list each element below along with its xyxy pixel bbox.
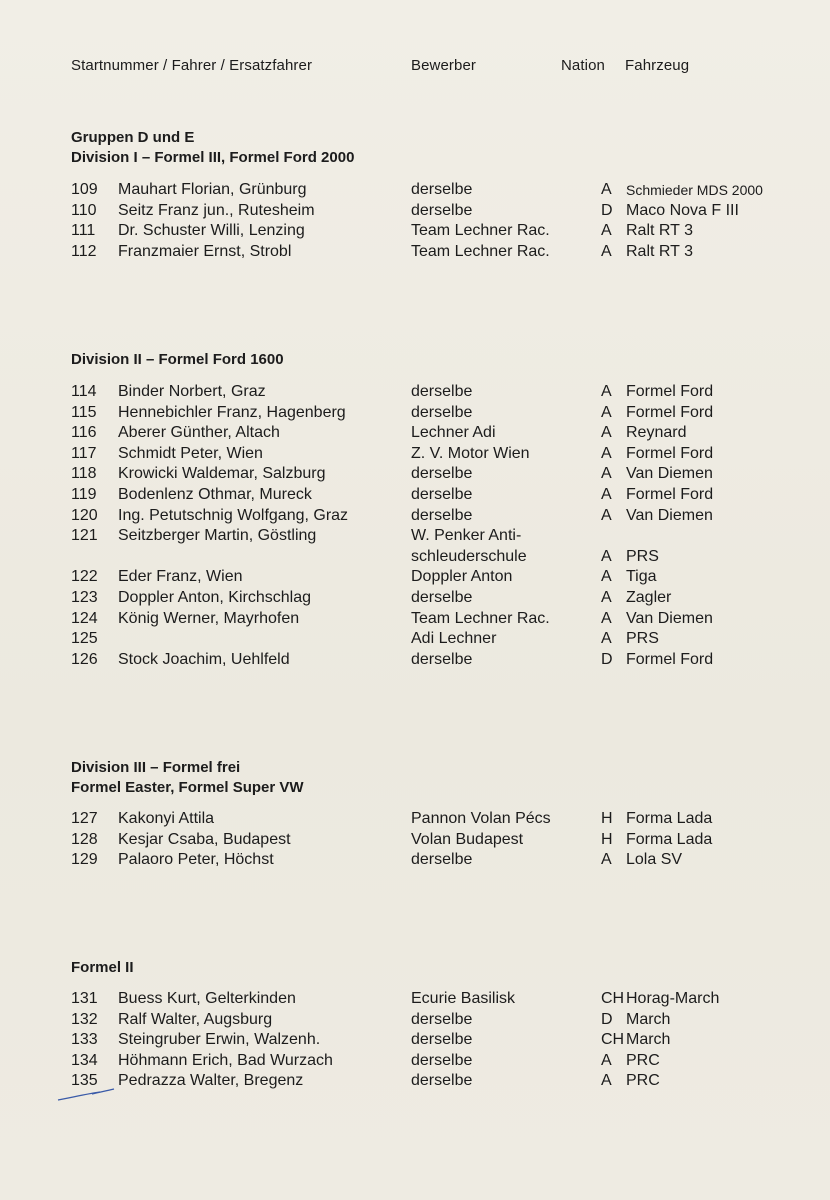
section-title: Gruppen D und E xyxy=(71,129,195,146)
vehicle: Forma Lada xyxy=(626,830,713,848)
driver-name: Dr. Schuster Willi, Lenzing xyxy=(118,222,305,240)
nation-code: CH xyxy=(601,1031,625,1049)
start-number: 119 xyxy=(71,486,97,503)
entrant: Team Lechner Rac. xyxy=(411,242,550,260)
section-title: Division II – Formel Ford 1600 xyxy=(71,351,284,368)
vehicle: Van Diemen xyxy=(626,609,713,627)
column-header-entrant: Bewerber xyxy=(411,57,476,74)
vehicle: Ralt RT 3 xyxy=(626,222,693,240)
driver-name: Hennebichler Franz, Hagenberg xyxy=(118,403,346,421)
start-number: 134 xyxy=(71,1051,98,1069)
start-number: 131 xyxy=(71,990,98,1007)
nation-code: A xyxy=(601,568,612,586)
entry-row xyxy=(0,547,830,568)
entrant: schleuderschule xyxy=(411,547,527,565)
nation-code: A xyxy=(601,242,612,260)
nation-code: A xyxy=(601,1051,612,1069)
nation-code: A xyxy=(601,506,612,524)
entrant: derselbe xyxy=(411,486,473,503)
entrant: Pannon Volan Pécs xyxy=(411,810,551,827)
start-number: 133 xyxy=(71,1031,98,1049)
start-number: 117 xyxy=(71,444,97,462)
nation-code: A xyxy=(601,609,612,627)
entrant: derselbe xyxy=(411,851,473,869)
start-number: 122 xyxy=(71,568,98,586)
nation-code: H xyxy=(601,830,613,848)
entry-row xyxy=(0,242,830,263)
vehicle: PRC xyxy=(626,1051,660,1069)
entry-row xyxy=(0,423,830,444)
driver-name: Ing. Petutschnig Wolfgang, Graz xyxy=(118,506,349,524)
entry-row xyxy=(0,1051,830,1072)
entrant: Lechner Adi xyxy=(411,424,496,442)
vehicle: PRS xyxy=(626,547,659,565)
vehicle: Zagler xyxy=(626,589,672,606)
driver-name: Kakonyi Attila xyxy=(118,810,215,827)
entrant: Doppler Anton xyxy=(411,568,513,586)
pen-mark xyxy=(56,1088,116,1102)
entry-row xyxy=(0,201,830,222)
vehicle: Van Diemen xyxy=(626,465,713,483)
vehicle: Tiga xyxy=(626,568,657,586)
vehicle: March xyxy=(626,1031,671,1049)
entrant: derselbe xyxy=(411,1031,473,1049)
nation-code: A xyxy=(601,851,612,869)
entry-row xyxy=(0,1071,830,1092)
entrant: derselbe xyxy=(411,650,473,668)
entry-row xyxy=(0,464,830,485)
entrant: Ecurie Basilisk xyxy=(411,990,516,1007)
driver-name: Schmidt Peter, Wien xyxy=(118,444,263,462)
driver-name: Pedrazza Walter, Bregenz xyxy=(118,1072,304,1090)
entry-row xyxy=(0,567,830,588)
driver-name: Aberer Günther, Altach xyxy=(118,424,280,442)
driver-name: Franzmaier Ernst, Strobl xyxy=(118,242,292,260)
entry-row xyxy=(0,444,830,465)
vehicle: Reynard xyxy=(626,424,687,442)
entrant: W. Penker Anti- xyxy=(411,527,522,545)
entrant: Team Lechner Rac. xyxy=(411,609,550,627)
entry-row xyxy=(0,609,830,630)
nation-code: A xyxy=(601,465,612,483)
entry-row xyxy=(0,506,830,527)
start-number: 128 xyxy=(71,830,98,848)
vehicle: Ralt RT 3 xyxy=(626,242,693,260)
start-number: 135 xyxy=(71,1072,98,1090)
section-title: Division III – Formel frei xyxy=(71,759,241,776)
column-header-nation: Nation xyxy=(561,57,605,74)
driver-name: Seitz Franz jun., Rutesheim xyxy=(118,201,315,219)
start-number: 114 xyxy=(71,383,97,400)
start-number: 121 xyxy=(71,527,98,545)
nation-code: D xyxy=(601,650,613,668)
entrant: derselbe xyxy=(411,181,473,198)
vehicle: PRC xyxy=(626,1072,660,1090)
nation-code: A xyxy=(601,1072,612,1090)
vehicle: Horag-March xyxy=(626,990,720,1007)
entry-row xyxy=(0,1010,830,1031)
driver-name: Eder Franz, Wien xyxy=(118,568,243,586)
entry-row xyxy=(0,830,830,851)
start-number: 129 xyxy=(71,851,98,869)
vehicle: Formel Ford xyxy=(626,444,714,462)
entry-row xyxy=(0,526,830,547)
driver-name: Mauhart Florian, Grünburg xyxy=(118,181,307,198)
column-header-start-driver: Startnummer / Fahrer / Ersatzfahrer xyxy=(71,57,313,74)
start-number: 123 xyxy=(71,589,98,606)
nation-code: D xyxy=(601,1010,613,1028)
entrant: Z. V. Motor Wien xyxy=(411,444,530,462)
entrant: derselbe xyxy=(411,465,473,483)
entry-row xyxy=(0,989,830,1010)
entry-row xyxy=(0,588,830,609)
driver-name: Ralf Walter, Augsburg xyxy=(118,1010,273,1028)
driver-name: Stock Joachim, Uehlfeld xyxy=(118,650,290,668)
driver-name: Bodenlenz Othmar, Mureck xyxy=(118,486,312,503)
entry-row xyxy=(0,629,830,650)
start-number: 132 xyxy=(71,1010,98,1028)
driver-name: Steingruber Erwin, Walzenh. xyxy=(118,1031,321,1049)
driver-name: Palaoro Peter, Höchst xyxy=(118,851,274,869)
entrant: derselbe xyxy=(411,383,473,400)
driver-name: Kesjar Csaba, Budapest xyxy=(118,830,291,848)
entrant: derselbe xyxy=(411,1072,473,1090)
section-title: Division I – Formel III, Formel Ford 2000 xyxy=(71,148,355,166)
start-number: 124 xyxy=(71,609,98,627)
vehicle: Formel Ford xyxy=(626,403,714,421)
entry-row xyxy=(0,650,830,671)
nation-code: A xyxy=(601,444,612,462)
start-number: 111 xyxy=(71,222,96,240)
entry-row xyxy=(0,382,830,403)
entry-row xyxy=(0,809,830,830)
entrant: Volan Budapest xyxy=(411,830,524,848)
driver-name: Binder Norbert, Graz xyxy=(118,383,266,400)
column-header-vehicle: Fahrzeug xyxy=(625,57,690,74)
driver-name: König Werner, Mayrhofen xyxy=(118,609,300,627)
vehicle: PRS xyxy=(626,630,659,648)
entry-row xyxy=(0,485,830,506)
nation-code: A xyxy=(601,222,612,240)
entrant: derselbe xyxy=(411,1051,473,1069)
driver-name: Höhmann Erich, Bad Wurzach xyxy=(118,1051,333,1069)
entrant: derselbe xyxy=(411,589,473,606)
start-number: 118 xyxy=(71,465,97,483)
nation-code: A xyxy=(601,486,612,503)
entrant: derselbe xyxy=(411,1010,473,1028)
entrant: derselbe xyxy=(411,403,473,421)
nation-code: A xyxy=(601,181,612,198)
driver-name: Doppler Anton, Kirchschlag xyxy=(118,589,311,606)
nation-code: A xyxy=(601,383,612,400)
start-number: 127 xyxy=(71,810,98,827)
vehicle: Formel Ford xyxy=(626,650,714,668)
nation-code: D xyxy=(601,201,613,219)
start-number: 109 xyxy=(71,181,98,198)
entrant: derselbe xyxy=(411,201,473,219)
vehicle: March xyxy=(626,1010,671,1028)
entry-row xyxy=(0,221,830,242)
start-number: 120 xyxy=(71,506,98,524)
vehicle: Forma Lada xyxy=(626,810,713,827)
vehicle: Lola SV xyxy=(626,851,683,869)
vehicle: Formel Ford xyxy=(626,383,714,400)
entrant: derselbe xyxy=(411,506,473,524)
nation-code: A xyxy=(601,630,612,648)
vehicle: Maco Nova F III xyxy=(626,201,739,219)
nation-code: A xyxy=(601,403,612,421)
entrant: Team Lechner Rac. xyxy=(411,222,550,240)
nation-code: H xyxy=(601,810,613,827)
nation-code: A xyxy=(601,547,612,565)
vehicle: Schmieder MDS 2000 xyxy=(626,182,763,198)
entrant: Adi Lechner xyxy=(411,630,497,648)
start-number: 110 xyxy=(71,201,97,219)
driver-name: Krowicki Waldemar, Salzburg xyxy=(118,465,326,483)
entry-row xyxy=(0,180,830,201)
start-number: 116 xyxy=(71,424,97,442)
nation-code: CH xyxy=(601,990,625,1007)
section-title: Formel II xyxy=(71,959,134,976)
start-number: 112 xyxy=(71,242,97,260)
entry-row xyxy=(0,1030,830,1051)
start-number: 125 xyxy=(71,630,98,648)
entry-row xyxy=(0,403,830,424)
nation-code: A xyxy=(601,589,612,606)
section-title: Formel Easter, Formel Super VW xyxy=(71,778,304,796)
driver-name: Buess Kurt, Gelterkinden xyxy=(118,990,296,1007)
nation-code: A xyxy=(601,424,612,442)
vehicle: Van Diemen xyxy=(626,506,713,524)
vehicle: Formel Ford xyxy=(626,486,714,503)
entry-row xyxy=(0,850,830,871)
start-number: 126 xyxy=(71,650,98,668)
driver-name: Seitzberger Martin, Göstling xyxy=(118,527,317,545)
start-number: 115 xyxy=(71,403,97,421)
